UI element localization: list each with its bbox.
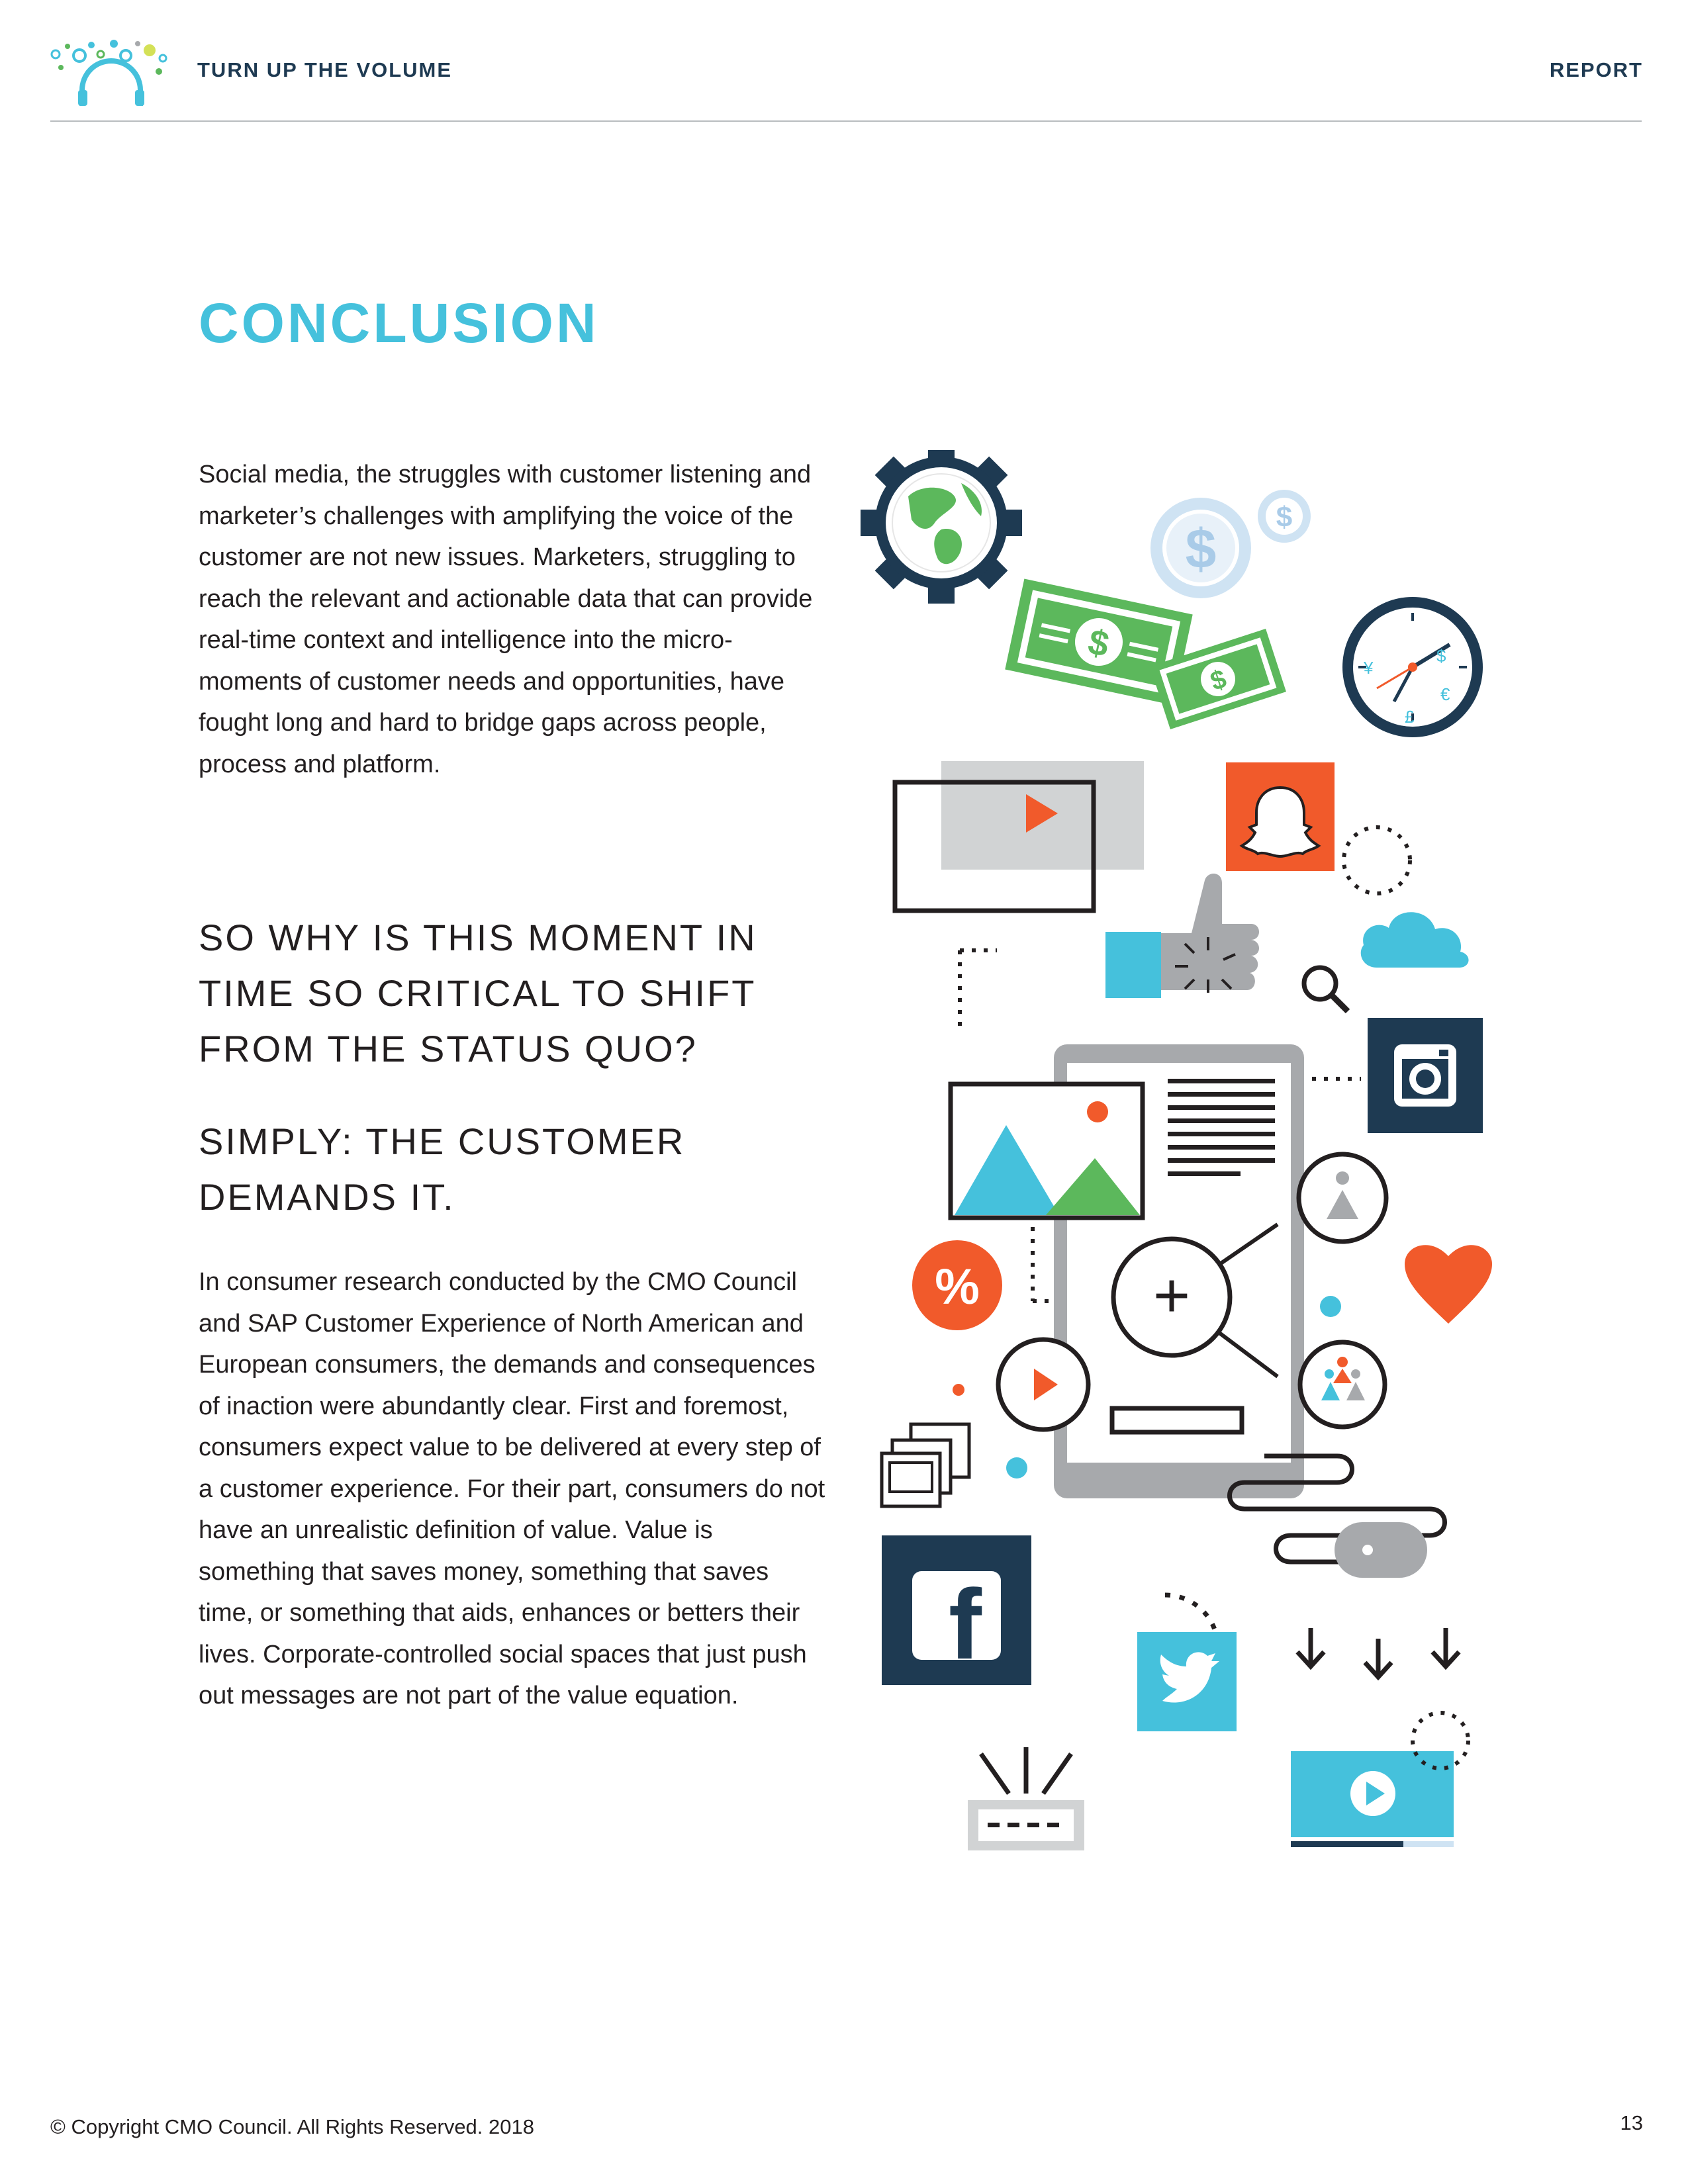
gear-globe-icon <box>861 450 1022 604</box>
down-arrows-icon <box>1297 1628 1459 1677</box>
svg-text:$: $ <box>1084 621 1113 665</box>
subheading-question: SO WHY IS THIS MOMENT IN TIME SO CRITICAL TO SHIFT FROM THE STATUS QUO? <box>199 917 757 1069</box>
logo-icon <box>48 34 173 109</box>
page-number: 13 <box>1620 2111 1643 2134</box>
dot-decoration <box>953 1384 964 1396</box>
subheading-answer: SIMPLY: THE CUSTOMER DEMANDS IT. <box>199 1120 686 1218</box>
svg-text:¥: ¥ <box>1364 658 1374 678</box>
dollar-coin-icon <box>1150 490 1311 598</box>
header-divider <box>50 120 1642 122</box>
report-title: TURN UP THE VOLUME <box>197 58 453 81</box>
twitter-icon <box>1137 1632 1237 1731</box>
snapchat-icon <box>1226 762 1335 871</box>
windows-icon <box>882 1424 969 1506</box>
magnifier-icon <box>1304 968 1348 1011</box>
dot-decoration <box>1006 1457 1027 1479</box>
svg-text:$: $ <box>1207 664 1230 697</box>
social-media-illustration <box>847 450 1509 1873</box>
svg-text:£: £ <box>1405 707 1415 727</box>
video-screen-icon <box>1291 1713 1468 1847</box>
svg-text:€: € <box>1440 684 1450 704</box>
svg-text:$: $ <box>1185 518 1217 580</box>
people-icon <box>1299 1154 1386 1427</box>
svg-text:$: $ <box>1436 646 1446 666</box>
intro-paragraph: Social media, the struggles with customer listening and marketer’s challenges with amplifying the voice of the customer are not new issues. Marketers, struggling to reach the relevant and actionable data that can provide real-time context and intelligence into the micro-moments of customer needs and opportunities, have fought long and hard to bridge gaps across people, process and platform. <box>199 461 813 778</box>
heart-icon <box>1405 1245 1492 1324</box>
percent-icon <box>912 1240 1002 1330</box>
svg-text:+: + <box>1152 1260 1191 1331</box>
copyright-notice: © Copyright CMO Council. All Rights Reserved. 2018 <box>50 2115 534 2138</box>
report-label: REPORT <box>1549 58 1643 81</box>
cloud-icon <box>1344 827 1469 968</box>
play-icon <box>998 1340 1088 1430</box>
svg-text:$: $ <box>1276 501 1293 533</box>
clock-icon <box>1342 597 1483 737</box>
video-player-icon <box>895 761 1144 911</box>
instagram-icon <box>1368 1018 1483 1133</box>
image-icon <box>951 1084 1143 1218</box>
research-paragraph: In consumer research conducted by the CMO Council and SAP Customer Experience of North American and European consumers, the demands and consequences of inaction were abundantly clear. First and foremost, consumers expect value to be delivered at every step of a customer experience. For their part, consumers do not have an unrealistic definition of value. Value is something that saves money, something that saves time, or something that aids, enhances or betters their lives. Corporate-controlled social spaces that just push out messages are not part of the value equation. <box>199 1268 825 1709</box>
svg-text:f: f <box>949 1569 982 1680</box>
page-title: CONCLUSION <box>199 292 599 354</box>
banknote-icon <box>1005 579 1286 729</box>
router-icon <box>968 1747 1084 1850</box>
dot-decoration <box>1320 1296 1341 1317</box>
thumbs-up-icon <box>1105 874 1259 998</box>
svg-text:%: % <box>935 1259 980 1315</box>
